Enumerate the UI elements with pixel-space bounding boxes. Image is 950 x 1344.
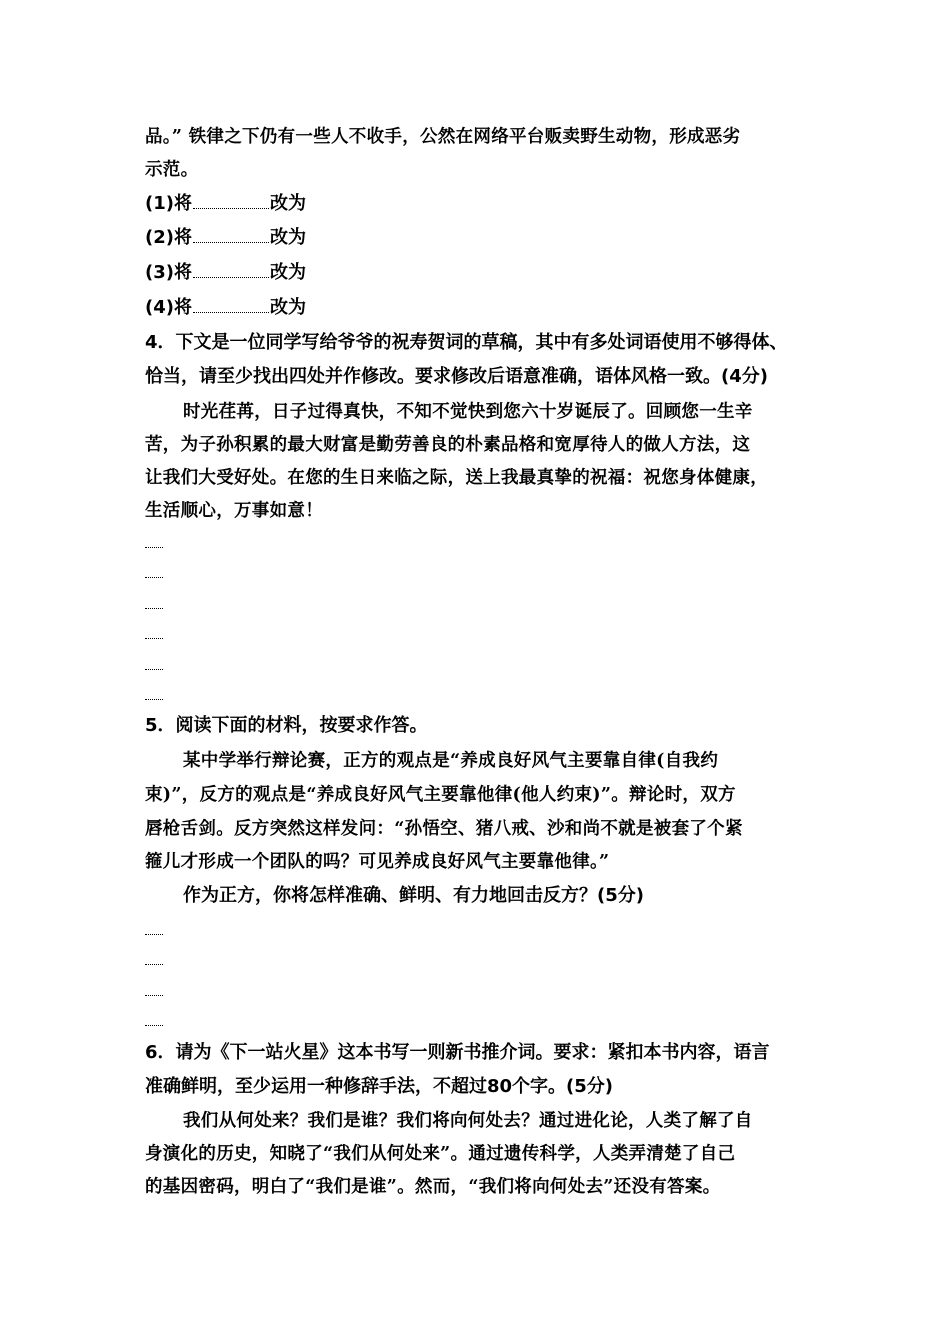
- q5-answer-line[interactable]: [145, 934, 163, 936]
- q4-answer-line[interactable]: [145, 699, 163, 701]
- q3-item-prefix: (2)将: [145, 227, 192, 248]
- q5-passage-line-2: 束)”，反方的观点是“养成良好风气主要靠他律(他人约束)”。辩论时，双方: [145, 785, 736, 805]
- answer-blank[interactable]: [193, 228, 269, 243]
- q3-item-suffix: 改为: [269, 262, 306, 283]
- intro-line-2: 示范。: [145, 160, 199, 180]
- q4-passage-line-3: 让我们大受好处。在您的生日来临之际，送上我最真挚的祝福：祝您身体健康，: [145, 468, 768, 488]
- answer-blank[interactable]: [193, 298, 269, 313]
- q5-answer-line[interactable]: [145, 995, 163, 997]
- q4-answer-line[interactable]: [145, 669, 163, 671]
- q4-answer-line[interactable]: [145, 638, 163, 640]
- q4-answer-line[interactable]: [145, 577, 163, 579]
- q4-answer-line[interactable]: [145, 547, 163, 549]
- q6-passage-line-1: 我们从何处来？我们是谁？我们将向何处去？通过进化论，人类了解了自: [183, 1111, 753, 1131]
- q3-item-4: [145, 295, 825, 321]
- q5-passage-line-1: 某中学举行辩论赛，正方的观点是“养成良好风气主要靠自律(自我约: [183, 751, 719, 771]
- q5-prompt: 5．阅读下面的材料，按要求作答。: [145, 715, 428, 736]
- answer-blank[interactable]: [193, 263, 269, 278]
- q3-item-suffix: 改为: [269, 297, 306, 318]
- q3-item-2: [145, 225, 825, 251]
- q5-task: 作为正方，你将怎样准确、鲜明、有力地回击反方？(5分): [183, 885, 644, 906]
- intro-line-1: 品。” 铁律之下仍有一些人不收手，公然在网络平台贩卖野生动物，形成恶劣: [145, 127, 741, 147]
- q4-passage-line-1: 时光荏苒，日子过得真快，不知不觉快到您六十岁诞辰了。回顾您一生辛: [183, 402, 753, 422]
- q3-item-3: [145, 260, 825, 286]
- q6-passage-line-2: 身演化的历史，知晓了“我们从何处来”。通过遗传科学，人类弄清楚了自己: [145, 1144, 736, 1164]
- q3-item-suffix: 改为: [269, 193, 306, 214]
- q4-prompt-line-2: 恰当，请至少找出四处并作修改。要求修改后语意准确，语体风格一致。(4分): [145, 366, 768, 387]
- q3-item-prefix: (3)将: [145, 262, 192, 283]
- q3-item-prefix: (1)将: [145, 193, 192, 214]
- q6-prompt-line-1: 6．请为《下一站火星》这本书写一则新书推介词。要求：紧扣本书内容，语言: [145, 1042, 770, 1063]
- q6-passage-line-3: 的基因密码，明白了“我们是谁”。然而，“我们将向何处去”还没有答案。: [145, 1177, 721, 1197]
- q5-answer-line[interactable]: [145, 1025, 163, 1027]
- q5-passage-line-3: 唇枪舌剑。反方突然这样发问：“孙悟空、猪八戒、沙和尚不就是被套了个紧: [145, 819, 743, 839]
- answer-blank[interactable]: [193, 194, 269, 209]
- q3-item-prefix: (4)将: [145, 297, 192, 318]
- q6-prompt-line-2: 准确鲜明，至少运用一种修辞手法，不超过80个字。(5分): [145, 1076, 614, 1097]
- q4-prompt-line-1: 4．下文是一位同学写给爷爷的祝寿贺词的草稿，其中有多处词语使用不够得体、: [145, 332, 788, 353]
- q4-passage-line-2: 苦，为子孙积累的最大财富是勤劳善良的朴素品格和宽厚待人的做人方法，这: [145, 435, 751, 455]
- q3-item-1: [145, 191, 825, 217]
- q4-answer-line[interactable]: [145, 608, 163, 610]
- q5-passage-line-4: 箍儿才形成一个团队的吗？可见养成良好风气主要靠他律。”: [145, 852, 610, 872]
- q4-passage-line-4: 生活顺心，万事如意！: [145, 501, 323, 521]
- q3-item-suffix: 改为: [269, 227, 306, 248]
- q5-answer-line[interactable]: [145, 964, 163, 966]
